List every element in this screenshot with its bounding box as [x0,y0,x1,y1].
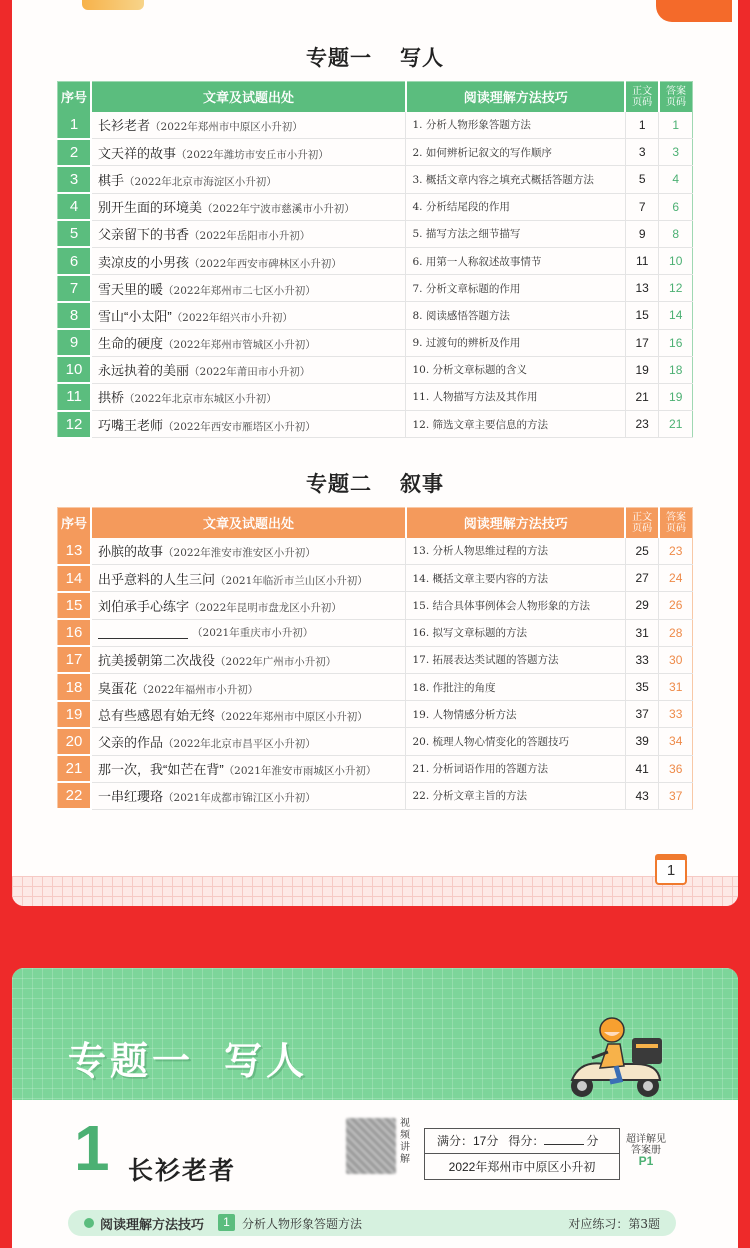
contents-table-2 [57,507,693,810]
article-source: （2022年莆田市小升初） [189,366,311,379]
header-page-b: 页码 [632,96,653,108]
article-title: 臭蛋花 [98,680,138,696]
article-source: （2022年绍兴市小升初） [171,311,293,324]
article-title: 雪山“小太阳” [98,308,172,324]
table-row [58,383,693,410]
article-source: （2021年成都市锦江区小升初） [163,792,316,805]
score-box [424,1128,620,1180]
method-cell: 4. 分析结尾段的作用 [406,193,625,220]
article-cell [91,646,406,673]
answer-page-cell: 31 [659,673,693,700]
header-no: 序号 [58,82,92,112]
article-title: 刘伯承手心练字 [98,598,190,614]
method-cell: 22. 分析文章主旨的方法 [406,782,625,809]
bullet-icon [84,1218,94,1228]
page-cell: 3 [625,139,659,166]
article-title: 出乎意料的人生三问 [98,571,216,587]
method-cell: 15. 结合具体事例体会人物形象的方法 [406,592,625,619]
lesson-page [12,968,738,1248]
article-cell [91,383,406,410]
article-cell [91,619,406,646]
answer-page-cell: 24 [659,565,693,592]
article-source: （2022年北京市海淀区小升初） [124,175,277,188]
section-title-b: 叙事 [400,473,444,496]
page-number: 1 [655,857,687,885]
article-source: （2022年郑州市管城区小升初） [163,339,316,352]
page-cell: 19 [625,356,659,383]
answer-page-cell: 33 [659,701,693,728]
page-cell: 35 [625,673,659,700]
page-cell: 11 [625,247,659,274]
section-title-b: 写人 [400,47,444,70]
exam-source: 2022年郑州市中原区小升初 [448,1160,596,1174]
answer-page-cell: 30 [659,646,693,673]
table-row [58,329,693,356]
method-cell: 1. 分析人物形象答题方法 [406,112,625,139]
table-row [58,275,693,302]
header-answer [659,82,693,112]
table-row [58,247,693,274]
article-cell [91,247,406,274]
article-source: （2022年郑州市中原区小升初） [215,710,368,723]
score-line [425,1129,619,1154]
answer-page-cell: 23 [659,538,693,565]
article-title: 雪天里的暖 [98,281,164,297]
row-number: 3 [58,166,92,193]
method-cell: 13. 分析人物思维过程的方法 [406,538,625,565]
score-unit: 分 [586,1134,599,1148]
article-cell [91,166,406,193]
article-cell [91,755,406,782]
banner-title [68,1030,308,1085]
answer-page-cell: 14 [659,302,693,329]
method-cell: 10. 分析文章标题的含义 [406,356,625,383]
article-source: （2022年北京市昌平区小升初） [163,737,316,750]
row-number: 5 [58,220,92,247]
header-page [625,82,659,112]
row-number: 1 [58,112,92,139]
table-row [58,646,693,673]
method-cell: 14. 概括文章主要内容的方法 [406,565,625,592]
page-cell: 21 [625,383,659,410]
header-ans-b: 页码 [665,522,686,534]
method-cell: 11. 人物描写方法及其作用 [406,383,625,410]
article-source: （2022年广州市小升初） [215,656,337,669]
article-source: （2022年宁波市慈溪市小升初） [202,203,355,216]
page-cell: 1 [625,112,659,139]
method-cell: 18. 作批注的角度 [406,673,625,700]
method-number: 1 [218,1214,235,1231]
page-cell: 7 [625,193,659,220]
article-source: （2021年临沂市兰山区小升初） [215,574,368,587]
table-row [58,302,693,329]
method-cell: 19. 人物情感分析方法 [406,701,625,728]
method-cell: 8. 阅读感悟答题方法 [406,302,625,329]
article-source: （2022年潍坊市安丘市小升初） [176,148,329,161]
page-cell: 27 [625,565,659,592]
video-label: 视频讲解 [400,1118,410,1165]
header-page-b: 页码 [632,522,653,534]
article-title: 拱桥 [98,390,125,406]
answer-ref-b: 答案册 [631,1145,661,1156]
row-number: 2 [58,139,92,166]
practice-ref: 对应练习：第3题 [568,1217,660,1231]
article-title: 总有些感恩有始无终 [98,707,216,723]
answer-page-cell: 21 [659,411,693,438]
article-source: （2022年北京市东城区小升初） [124,393,277,406]
header-article: 文章及试题出处 [91,82,406,112]
article-source: （2022年岳阳市小升初） [189,230,311,243]
article-title: 别开生面的环境美 [98,200,203,216]
page-cell: 33 [625,646,659,673]
method-cell: 7. 分析文章标题的作用 [406,275,625,302]
article-source: （2022年昆明市盘龙区小升初） [189,601,342,614]
answer-page-cell: 26 [659,592,693,619]
page-cell: 23 [625,411,659,438]
row-number: 10 [58,356,92,383]
header-answer [659,508,693,538]
article-source: （2022年福州市小升初） [137,683,259,696]
table-row [58,193,693,220]
table-row [58,673,693,700]
page-cell: 13 [625,275,659,302]
answer-reference [616,1134,676,1167]
row-number: 15 [58,592,92,619]
table-row [58,166,693,193]
table-row [58,538,693,565]
header-page [625,508,659,538]
article-title: 父亲的作品 [98,734,164,750]
header-article: 文章及试题出处 [91,508,406,538]
row-number: 6 [58,247,92,274]
article-source: （2022年郑州市中原区小升初） [150,121,303,134]
table-row [58,619,693,646]
page-cell: 15 [625,302,659,329]
page-cell: 41 [625,755,659,782]
section-banner [12,968,738,1100]
method-cell: 16. 拟写文章标题的方法 [406,619,625,646]
answer-page-cell: 4 [659,166,693,193]
section-title-a: 专题二 [306,473,372,496]
answer-page-cell: 10 [659,247,693,274]
answer-page-cell: 12 [659,275,693,302]
table-row [58,592,693,619]
answer-page-cell: 37 [659,782,693,809]
article-cell [91,193,406,220]
table-row [58,728,693,755]
article-title: 文天祥的故事 [98,145,177,161]
article-source: （2022年西安市碑林区小升初） [189,257,342,270]
article-cell [91,701,406,728]
row-number: 11 [58,383,92,410]
method-cell: 2. 如何辨析记叙文的写作顺序 [406,139,625,166]
video-qr-code[interactable] [346,1118,396,1174]
row-number: 17 [58,646,92,673]
table-row [58,701,693,728]
method-cell: 12. 筛选文章主要信息的方法 [406,411,625,438]
method-cell: 3. 概括文章内容之填充式概括答题方法 [406,166,625,193]
table-row [58,139,693,166]
page-cell: 9 [625,220,659,247]
page-cell: 39 [625,728,659,755]
article-title: 孙膑的故事 [98,544,164,560]
row-number: 16 [58,619,92,646]
answer-page-cell: 28 [659,619,693,646]
page-cell: 25 [625,538,659,565]
row-number: 19 [58,701,92,728]
article-cell [91,565,406,592]
row-number: 12 [58,411,92,438]
score-get: 得分： [508,1134,545,1148]
method-cell: 5. 描写方法之细节描写 [406,220,625,247]
answer-page-cell: 34 [659,728,693,755]
page-cell: 17 [625,329,659,356]
article-title: 生命的硬度 [98,336,164,352]
article-source: （2022年西安市雁塔区小升初） [163,420,316,433]
answer-page-cell: 1 [659,112,693,139]
article-title: 卖凉皮的小男孩 [98,254,190,270]
answer-ref-a: 超详解见 [626,1134,666,1145]
answer-ref-page: P1 [638,1154,654,1168]
row-number: 22 [58,782,92,809]
grid-decoration [12,876,738,906]
row-number: 9 [58,329,92,356]
article-source: （2022年郑州市二七区小升初） [163,284,316,297]
row-number: 20 [58,728,92,755]
table-row [58,220,693,247]
contents-table-1 [57,81,693,439]
row-number: 21 [58,755,92,782]
decorative-tab [82,0,144,10]
method-cell: 9. 过渡句的辨析及作用 [406,329,625,356]
article-cell [91,302,406,329]
method-cell: 20. 梳理人物心情变化的答题技巧 [406,728,625,755]
article-title: 抗美援朝第二次战役 [98,653,216,669]
method-cell: 17. 拓展表达类试题的答题方法 [406,646,625,673]
article-title: 一串红瓔珞 [98,789,164,805]
delivery-rider-illustration [560,1004,672,1100]
section-title [12,42,738,72]
lesson-number: 1 [74,1112,110,1184]
answer-page-cell: 18 [659,356,693,383]
method-cell: 21. 分析词语作用的答题方法 [406,755,625,782]
article-cell [91,782,406,809]
table-row [58,782,693,809]
article-cell [91,220,406,247]
method-cell: 6. 用第一人称叙述故事情节 [406,247,625,274]
header-ans-b: 页码 [665,96,686,108]
header-page-a: 正文 [632,511,653,523]
row-number: 13 [58,538,92,565]
article-cell [91,112,406,139]
section-title-a: 专题一 [306,47,372,70]
score-blank [544,1133,584,1145]
table-row [58,755,693,782]
decorative-tab [656,0,732,22]
article-cell [91,275,406,302]
row-number: 7 [58,275,92,302]
answer-page-cell: 19 [659,383,693,410]
article-title: 永远执着的美丽 [98,363,190,379]
lesson-title: 长衫老者 [128,1157,237,1185]
page-cell: 5 [625,166,659,193]
article-cell [91,329,406,356]
article-cell [91,139,406,166]
answer-page-cell: 36 [659,755,693,782]
header-ans-a: 答案 [665,511,686,523]
article-title: 那一次，我“如芒在背” [98,762,224,778]
header-method: 阅读理解方法技巧 [406,508,625,538]
method-label: 阅读理解方法技巧 [100,1217,205,1232]
header-ans-a: 答案 [665,85,686,97]
header-no: 序号 [58,508,92,538]
article-cell [91,411,406,438]
table-row [58,565,693,592]
article-source: （2021年淮安市雨城区小升初） [223,765,377,778]
page-cell: 43 [625,782,659,809]
page-cell: 37 [625,701,659,728]
row-number: 4 [58,193,92,220]
article-title: 棋手 [98,172,125,188]
score-full: 满分：17分 [437,1134,499,1148]
article-cell [91,538,406,565]
article-title: 父亲留下的书香 [98,227,190,243]
article-source: （2021年重庆市小升初） [192,627,314,640]
answer-page-cell: 3 [659,139,693,166]
article-title: 巧嘴王老师 [98,417,164,433]
article-source: （2022年淮安市淮安区小升初） [163,547,316,560]
page-cell: 31 [625,619,659,646]
table-row [58,356,693,383]
row-number: 18 [58,673,92,700]
banner-title-a: 专题一 [68,1041,195,1083]
answer-page-cell: 8 [659,220,693,247]
method-bar [68,1210,676,1236]
header-method: 阅读理解方法技巧 [406,82,625,112]
section-title [12,468,738,498]
article-cell [91,356,406,383]
title-blank [98,627,188,639]
article-cell [91,592,406,619]
table-of-contents-page [12,0,738,906]
answer-page-cell: 16 [659,329,693,356]
method-text: 分析人物形象答题方法 [242,1217,363,1231]
header-page-a: 正文 [632,85,653,97]
article-title: 长衫老者 [98,118,151,134]
row-number: 14 [58,565,92,592]
article-cell [91,728,406,755]
table-row [58,112,693,139]
page-cell: 29 [625,592,659,619]
article-cell [91,673,406,700]
answer-page-cell: 6 [659,193,693,220]
table-row [58,411,693,438]
banner-title-b: 写人 [224,1041,309,1083]
row-number: 8 [58,302,92,329]
